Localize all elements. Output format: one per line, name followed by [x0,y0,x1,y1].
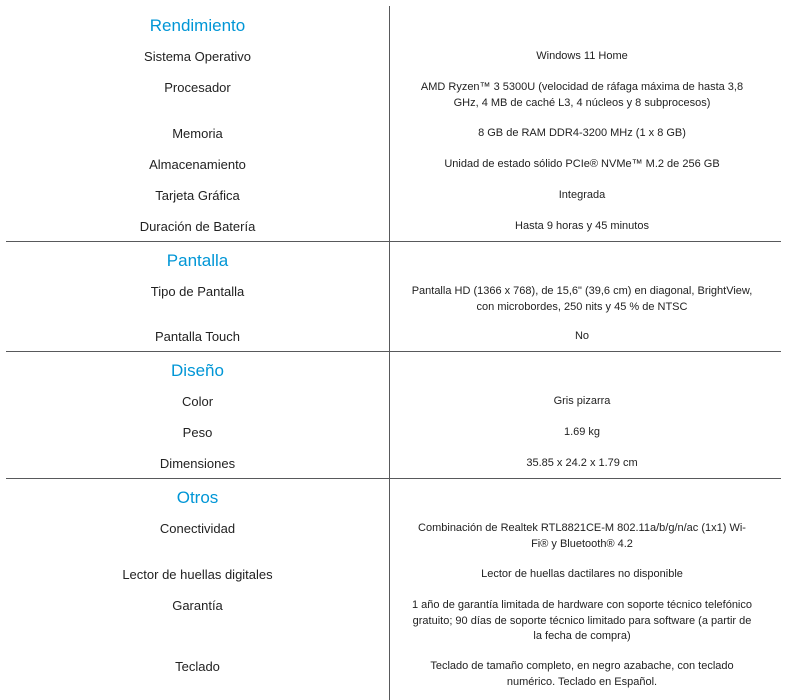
spec-value: No [574,330,590,342]
spec-label: Sistema Operativo [144,49,251,64]
spec-label: Procesador [164,80,231,95]
spec-value: 1 año de garantía limitada de hardware con soporte técnico telefónico gratuito; 90 días de soporte técnico limitado para software (a partir de la fecha de compra) [412,599,752,642]
spec-label: Tarjeta Gráfica [155,188,240,203]
spec-label: Lector de huellas digitales [122,567,273,582]
spec-value: Teclado de tamaño completo, en negro azabache, con teclado numérico. Teclado en Español. [430,660,734,688]
spec-label: Dimensiones [159,456,236,471]
spec-label: Garantía [172,598,223,613]
spec-value: 1.69 kg [563,426,601,438]
spec-table [6,6,781,700]
spec-label: Duración de Batería [139,219,256,234]
spec-value: AMD Ryzen™ 3 5300U (velocidad de ráfaga máxima de hasta 3,8 GHz, 4 MB de caché L3, 4 núcleos y 8 subprocesos) [420,81,744,109]
spec-label: Peso [182,425,213,440]
spec-value: 35.85 x 24.2 x 1.79 cm [526,457,638,469]
spec-label: Color [181,394,214,409]
spec-label: Pantalla Touch [154,329,241,344]
section-title-diseno: Diseño [171,361,224,380]
spec-value: Combinación de Realtek RTL8821CE-M 802.11a/b/g/n/ac (1x1) Wi-Fi® y Bluetooth® 4.2 [418,522,746,550]
spec-label: Conectividad [159,521,236,536]
spec-label: Almacenamiento [149,157,246,172]
column-divider [389,6,390,700]
spec-value: Windows 11 Home [536,50,628,62]
spec-value: Integrada [558,189,606,201]
spec-label: Memoria [172,126,223,141]
spec-value: Hasta 9 horas y 45 minutos [515,220,649,232]
spec-value: Gris pizarra [553,395,611,407]
section-divider [6,351,781,352]
section-title-rendimiento: Rendimiento [149,16,246,35]
spec-value: Unidad de estado sólido PCIe® NVMe™ M.2 de 256 GB [444,158,720,170]
spec-label: Tipo de Pantalla [150,284,245,299]
section-divider [6,478,781,479]
spec-label: Teclado [175,659,220,674]
section-divider [6,241,781,242]
spec-value: Pantalla HD (1366 x 768), de 15,6" (39,6 cm) en diagonal, BrightView, con microbordes, 250 nits y 45 % de NTSC [411,285,753,313]
spec-value: 8 GB de RAM DDR4-3200 MHz (1 x 8 GB) [478,127,686,139]
section-title-pantalla: Pantalla [166,251,229,270]
section-title-otros: Otros [176,488,219,507]
spec-value: Lector de huellas dactilares no disponible [481,568,683,580]
